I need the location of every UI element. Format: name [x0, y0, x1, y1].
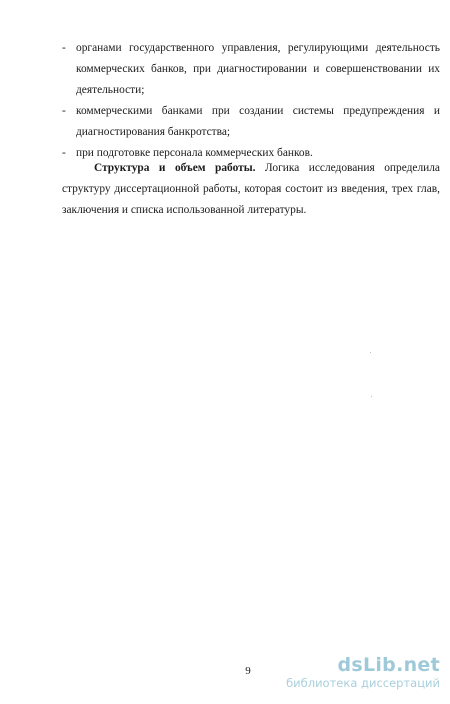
list-item-text: органами государственного управления, регулирующими деятельность коммерческих банков, при диагностировании и совершенствовании их деятельности; [76, 42, 440, 96]
watermark-tagline: библиотека диссертаций [286, 676, 440, 690]
list-bullet: - [62, 42, 66, 54]
list-bullet: - [62, 105, 66, 117]
structure-paragraph [62, 158, 440, 221]
list-item-text: коммерческими банками при создании системы предупреждения и диагностирования банкротства; [76, 105, 440, 138]
watermark-logo: dsLib.net [337, 654, 440, 676]
list-item [62, 38, 440, 101]
list-item [62, 101, 440, 143]
page-number: 9 [245, 665, 251, 677]
scan-speck [371, 396, 372, 397]
watermark-link[interactable] [286, 656, 440, 690]
scan-speck [370, 352, 371, 353]
list-item-text: при подготовке персонала коммерческих банков. [76, 147, 313, 159]
list-bullet: - [62, 147, 66, 159]
bullet-list [62, 38, 440, 164]
paragraph-heading: Структура и объем работы. [94, 162, 256, 174]
paragraph-text: Логика исследования определила структуру диссертационной работы, которая состоит из введения, трех глав, заключения и списка использованной литературы. [62, 162, 440, 216]
